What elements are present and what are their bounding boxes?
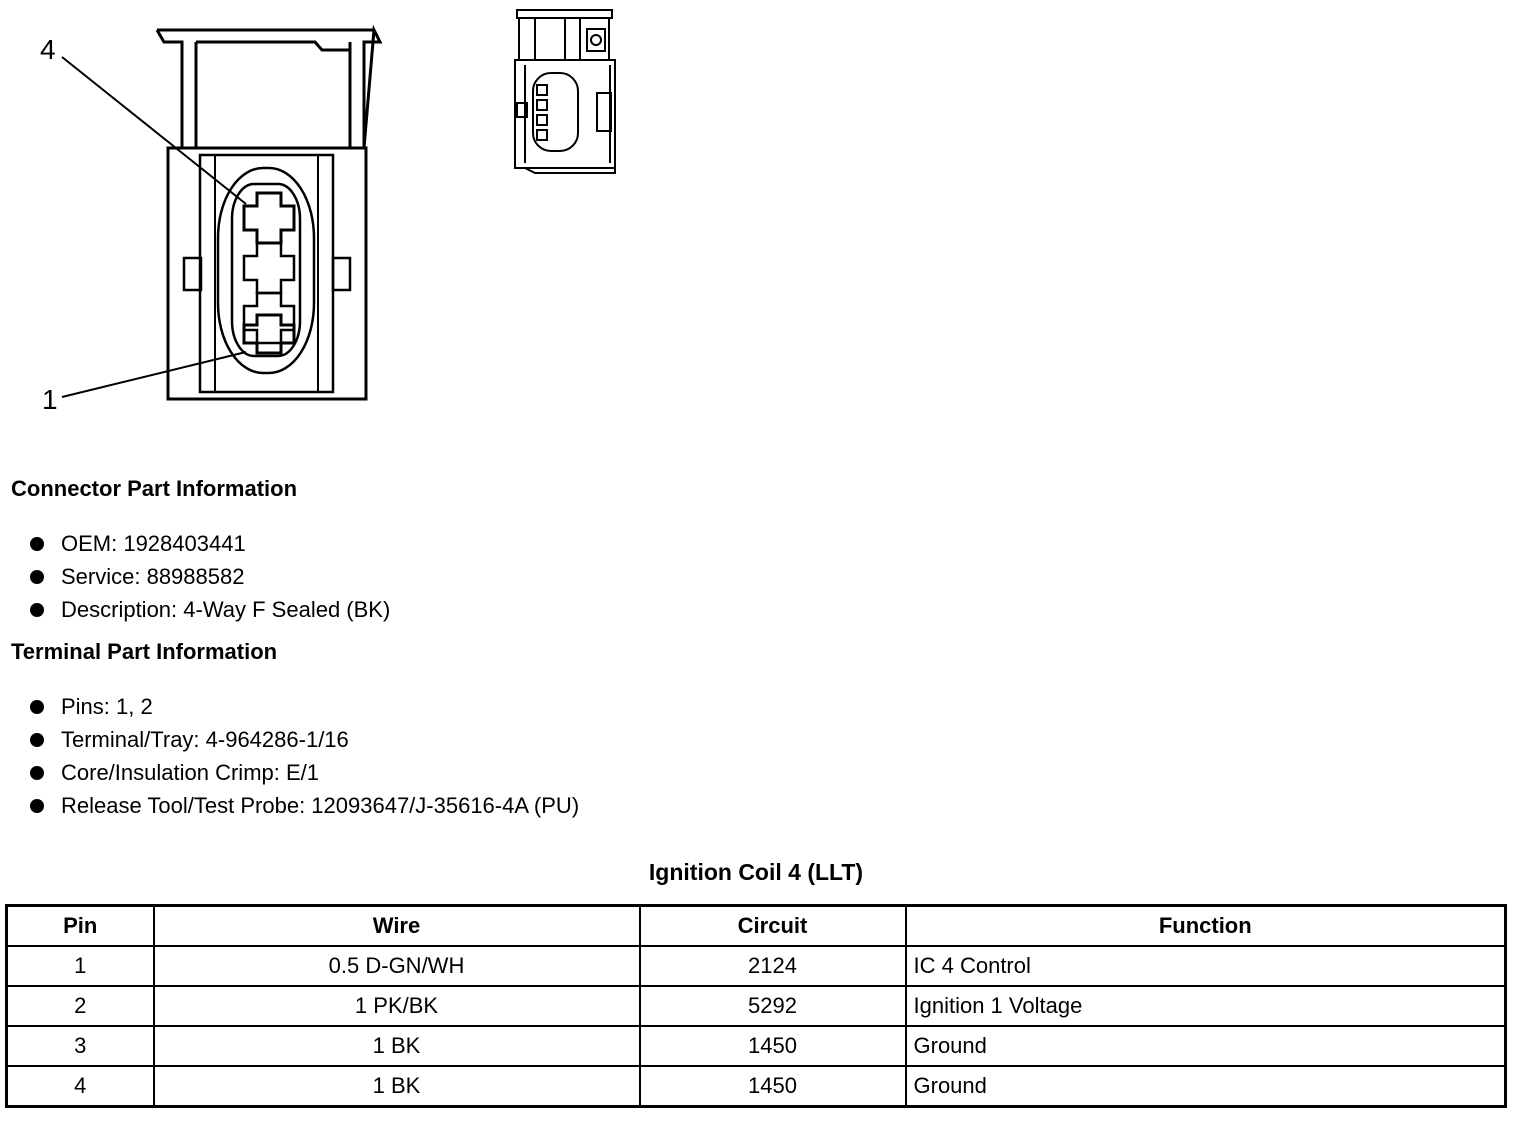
bullet-icon: [30, 799, 44, 813]
bullet-icon: [30, 537, 44, 551]
function-cell: Ignition 1 Voltage: [906, 986, 1506, 1026]
circuit-cell: 5292: [640, 986, 906, 1026]
pin-cell: 4: [7, 1066, 154, 1107]
list-item: Description: 4-Way F Sealed (BK): [30, 593, 390, 626]
circuit-cell: 1450: [640, 1026, 906, 1066]
pinout-table: [5, 904, 1507, 1108]
connector-info-list: [30, 527, 390, 626]
terminal-info-heading: Terminal Part Information: [11, 639, 278, 664]
wire-cell: 0.5 D-GN/WH: [154, 946, 640, 986]
table-row: [7, 1066, 1506, 1107]
table-row: [7, 946, 1506, 986]
list-item: Service: 88988582: [30, 560, 390, 593]
callout-pin-4: 4: [40, 34, 56, 65]
list-item: Terminal/Tray: 4-964286-1/16: [30, 723, 579, 756]
column-header-circuit: Circuit: [640, 906, 906, 947]
table-row: [7, 1026, 1506, 1066]
list-item: OEM: 1928403441: [30, 527, 390, 560]
column-header-function: Function: [906, 906, 1506, 947]
pin-cell: 2: [7, 986, 154, 1026]
function-cell: Ground: [906, 1026, 1506, 1066]
function-cell: IC 4 Control: [906, 946, 1506, 986]
wire-cell: 1 BK: [154, 1066, 640, 1107]
column-header-pin: Pin: [7, 906, 154, 947]
connector-info-heading: Connector Part Information: [11, 476, 298, 501]
callout-pin-1: 1: [42, 384, 58, 415]
bullet-icon: [30, 603, 44, 617]
list-item: Pins: 1, 2: [30, 690, 579, 723]
wire-cell: 1 BK: [154, 1026, 640, 1066]
bullet-icon: [30, 733, 44, 747]
wire-cell: 1 PK/BK: [154, 986, 640, 1026]
bullet-icon: [30, 766, 44, 780]
bullet-icon: [30, 700, 44, 714]
function-cell: Ground: [906, 1066, 1506, 1107]
bullet-icon: [30, 570, 44, 584]
table-row: [7, 986, 1506, 1026]
connector-face-diagram: [0, 0, 400, 420]
connector-side-view: [505, 5, 620, 175]
circuit-cell: 2124: [640, 946, 906, 986]
table-header-row: [7, 906, 1506, 947]
pin-cell: 3: [7, 1026, 154, 1066]
list-item: Core/Insulation Crimp: E/1: [30, 756, 579, 789]
circuit-cell: 1450: [640, 1066, 906, 1107]
list-item: Release Tool/Test Probe: 12093647/J-35616-4A (PU): [30, 789, 579, 822]
pin-cell: 1: [7, 946, 154, 986]
terminal-info-list: [30, 690, 579, 822]
table-title: Ignition Coil 4 (LLT): [648, 859, 864, 885]
column-header-wire: Wire: [154, 906, 640, 947]
